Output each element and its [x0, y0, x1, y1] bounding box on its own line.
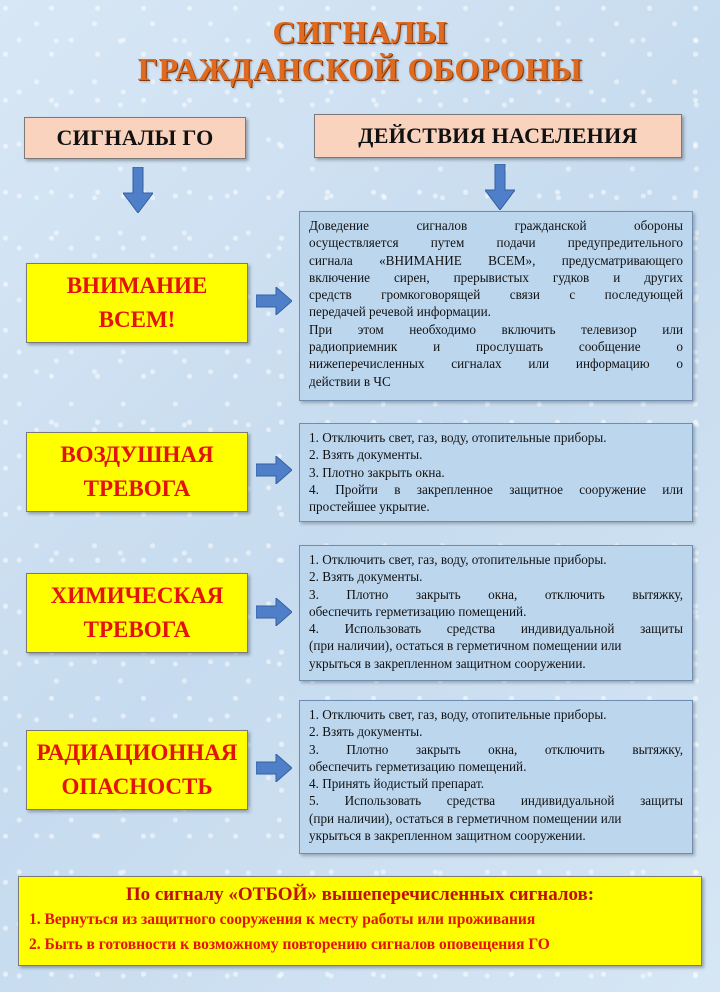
- action-line: укрыться в закрепленном защитном сооружении.: [309, 655, 586, 671]
- action-line: 4. Пройти в закрепленное защитное сооружение или: [309, 481, 683, 497]
- arrow-right-icon: [256, 598, 292, 626]
- action-line: осуществляется путем подачи предупредительного: [309, 235, 683, 251]
- arrow-down-icon: [485, 164, 515, 210]
- arrow-right-icon: [256, 456, 292, 484]
- actions-attention-all: [299, 211, 693, 401]
- action-line: 2. Взять документы.: [309, 447, 423, 463]
- action-line: (при наличии), остаться в герметичном помещении или: [309, 638, 622, 654]
- action-line: 1. Отключить свет, газ, воду, отопительные приборы.: [309, 707, 607, 722]
- action-line: 2. Взять документы.: [309, 569, 423, 585]
- signal-line: ТРЕВОГА: [83, 617, 191, 642]
- action-line: 1. Отключить свет, газ, воду, отопительные приборы.: [309, 552, 607, 567]
- action-line: радиоприемник и прослушать сообщение о: [309, 339, 683, 355]
- actions-chemical-alarm: [299, 545, 693, 681]
- action-line: сигнала «ВНИМАНИЕ ВСЕМ», предусматривающего: [309, 252, 683, 268]
- signal-chemical-alarm: [26, 573, 248, 653]
- action-line: нижеперечисленных сигналах или информацию о: [309, 356, 683, 372]
- action-line: Доведение сигналов гражданской обороны: [309, 218, 683, 233]
- action-line: (при наличии), остаться в герметичном помещении или: [309, 810, 622, 826]
- action-line: средств громкоговорящей связи с последующей: [309, 287, 683, 303]
- action-line: При этом необходимо включить телевизор или: [309, 321, 683, 337]
- signals-header: СИГНАЛЫ ГО: [24, 117, 246, 159]
- action-line: 2. Взять документы.: [309, 724, 423, 740]
- all-clear-title: По сигналу «ОТБОЙ» вышеперечисленных сигналов:: [125, 884, 595, 905]
- action-line: передачей речевой информации.: [309, 304, 491, 320]
- signal-attention-all: [26, 263, 248, 343]
- signal-line: ВСЕМ!: [98, 307, 176, 332]
- signal-line: РАДИАЦИОННАЯ: [36, 740, 238, 765]
- action-line: обеспечить герметизацию помещений.: [309, 758, 527, 774]
- signal-line: ТРЕВОГА: [83, 476, 191, 501]
- action-line: 3. Плотно закрыть окна, отключить вытяжку,: [309, 586, 683, 602]
- signal-line: ВОЗДУШНАЯ: [60, 442, 214, 467]
- page-title-line-2: ГРАЖДАНСКОЙ ОБОРОНЫ: [137, 51, 583, 87]
- action-line: включение сирен, прерывистых гудков и других: [309, 269, 683, 285]
- arrow-down-icon: [123, 167, 153, 213]
- action-line: 1. Отключить свет, газ, воду, отопительные приборы.: [309, 430, 607, 445]
- action-line: 4. Принять йодистый препарат.: [309, 776, 485, 792]
- signal-radiation-danger: [26, 730, 248, 810]
- signal-line: ОПАСНОСТЬ: [61, 774, 213, 799]
- arrow-right-icon: [256, 287, 292, 315]
- action-line: укрыться в закрепленном защитном сооружении.: [309, 828, 586, 844]
- all-clear-note: [18, 876, 702, 966]
- action-line: 3. Плотно закрыть окна.: [309, 464, 445, 480]
- action-line: действии в ЧС: [309, 373, 391, 389]
- action-line: 3. Плотно закрыть окна, отключить вытяжку,: [309, 741, 683, 757]
- action-line: 5. Использовать средства индивидуальной защиты: [309, 793, 683, 809]
- page-title-line-1: СИГНАЛЫ: [272, 14, 448, 50]
- all-clear-item: 1. Вернуться из защитного сооружения к месту работы или проживания: [29, 911, 536, 928]
- arrow-right-icon: [256, 754, 292, 782]
- action-line: 4. Использовать средства индивидуальной защиты: [309, 621, 683, 637]
- actions-header: ДЕЙСТВИЯ НАСЕЛЕНИЯ: [314, 114, 682, 158]
- actions-air-raid: [299, 423, 693, 522]
- actions-radiation-danger: [299, 700, 693, 854]
- action-line: обеспечить герметизацию помещений.: [309, 603, 527, 619]
- action-line: простейшее укрытие.: [309, 499, 430, 515]
- signal-air-raid: [26, 432, 248, 512]
- signal-line: ХИМИЧЕСКАЯ: [50, 583, 224, 608]
- all-clear-item: 2. Быть в готовности к возможному повторению сигналов оповещения ГО: [29, 936, 550, 953]
- signal-line: ВНИМАНИЕ: [66, 273, 208, 298]
